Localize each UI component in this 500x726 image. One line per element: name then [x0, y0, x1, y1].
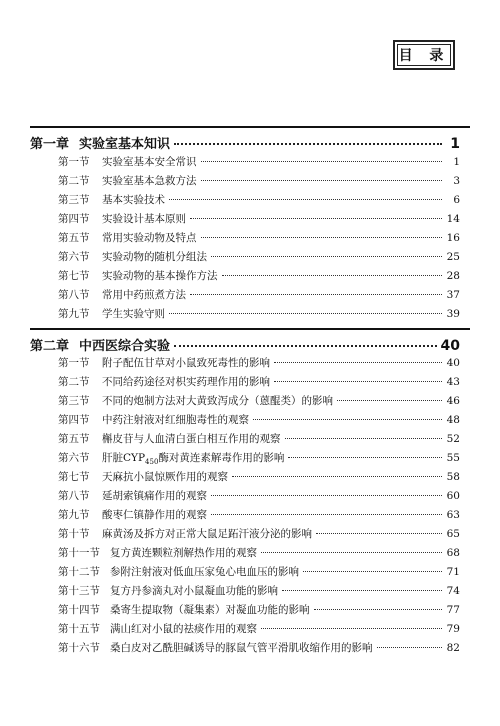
- section-number: 第三节: [58, 194, 90, 206]
- dot-leader: [288, 457, 442, 458]
- toc-entry[interactable]: [58, 412, 460, 427]
- section-title: 实验室基本急救方法: [102, 175, 197, 187]
- dot-leader: [169, 313, 442, 314]
- toc-entry[interactable]: [58, 488, 460, 503]
- toc-entry[interactable]: [58, 564, 460, 579]
- section-page: 52: [446, 433, 460, 445]
- section-title: 中药注射液对红细胞毒性的观察: [102, 414, 249, 426]
- toc-entry[interactable]: [58, 192, 460, 207]
- section-page: 58: [446, 471, 460, 483]
- section-number: 第一节: [58, 156, 90, 168]
- section-page: 25: [446, 251, 460, 263]
- section-number: 第九节: [58, 308, 90, 320]
- section-number: 第十二节: [58, 566, 100, 578]
- section-title: 不同给药途径对枳实药理作用的影响: [102, 376, 270, 388]
- section-page: 6: [453, 194, 460, 206]
- toc-entry[interactable]: [58, 355, 460, 370]
- section-page: 60: [446, 490, 460, 502]
- chapter-page: 1: [450, 136, 460, 152]
- chapter-2-heading[interactable]: [30, 335, 460, 354]
- dot-leader: [261, 552, 442, 553]
- dot-leader: [261, 628, 442, 629]
- dot-leader: [190, 218, 442, 219]
- toc-entry[interactable]: [58, 621, 460, 636]
- dot-leader: [303, 571, 442, 572]
- section-page: 55: [446, 452, 460, 464]
- dot-leader: [201, 237, 443, 238]
- section-title: 复方丹参滴丸对小鼠凝血功能的影响: [110, 585, 278, 597]
- section-title: 天麻抗小鼠惊厥作用的观察: [102, 471, 228, 483]
- dot-leader: [253, 419, 442, 420]
- section-page: 79: [446, 623, 460, 635]
- toc-title-box: [393, 40, 455, 70]
- section-number: 第二节: [58, 376, 90, 388]
- section-number: 第十三节: [58, 585, 100, 597]
- dot-leader: [222, 275, 443, 276]
- dot-leader: [201, 180, 443, 181]
- dot-leader: [232, 476, 442, 477]
- toc-entry[interactable]: [58, 526, 460, 541]
- section-page: 48: [446, 414, 460, 426]
- section-number: 第二节: [58, 175, 90, 187]
- section-page: 82: [446, 642, 460, 654]
- section-number: 第八节: [58, 490, 90, 502]
- section-number: 第五节: [58, 433, 90, 445]
- section-page: 43: [446, 376, 460, 388]
- section-number: 第七节: [58, 270, 90, 282]
- toc-entry[interactable]: [58, 507, 460, 522]
- toc-entry[interactable]: [58, 287, 460, 302]
- section-title: 复方黄连颗粒剂解热作用的观察: [110, 547, 257, 559]
- toc-entry[interactable]: [58, 431, 460, 446]
- section-title: 麻黄汤及拆方对正常大鼠足跖汗液分泌的影响: [102, 528, 312, 540]
- section-page: 37: [446, 289, 460, 301]
- chapter-title: 实验室基本知识: [79, 137, 171, 152]
- dot-leader: [285, 438, 443, 439]
- dot-leader: [201, 161, 443, 162]
- section-title: 常用中药煎煮方法: [102, 289, 186, 301]
- dot-leader: [337, 400, 442, 401]
- section-title: 不同的炮制方法对大黄致泻成分（蒽醌类）的影响: [102, 395, 333, 407]
- section-page: 16: [446, 232, 460, 244]
- chapter-number: 第二章: [30, 339, 70, 354]
- section-title: 参附注射液对低血压家兔心电血压的影响: [110, 566, 299, 578]
- toc-entry[interactable]: [58, 268, 460, 283]
- section-page: 77: [446, 604, 460, 616]
- dot-leader: [211, 514, 442, 515]
- section-title: 实验动物的随机分组法: [102, 251, 207, 263]
- section-page: 63: [446, 509, 460, 521]
- section-title: 实验动物的基本操作方法: [102, 270, 218, 282]
- section-number: 第十四节: [58, 604, 100, 616]
- section-title: 桑白皮对乙酰胆碱诱导的豚鼠气管平滑肌收缩作用的影响: [110, 642, 373, 654]
- chapter-title: 中西医综合实验: [79, 339, 171, 354]
- section-number: 第十节: [58, 528, 90, 540]
- dot-leader: [190, 294, 442, 295]
- section-page: 46: [446, 395, 460, 407]
- section-number: 第六节: [58, 452, 90, 464]
- section-title-prefix: 肝脏CYP: [102, 452, 146, 464]
- section-number: 第四节: [58, 213, 90, 225]
- section-number: 第八节: [58, 289, 90, 301]
- toc-entry[interactable]: [58, 249, 460, 264]
- section-number: 第七节: [58, 471, 90, 483]
- chapter-number: 第一章: [30, 137, 70, 152]
- section-title: 附子配伍甘草对小鼠致死毒性的影响: [102, 357, 270, 369]
- section-title: 桑寄生提取物（凝集素）对凝血功能的影响: [110, 604, 310, 616]
- section-page: 71: [446, 566, 460, 578]
- section-number: 第九节: [58, 509, 90, 521]
- section-number: 第十一节: [58, 547, 100, 559]
- section-page: 39: [446, 308, 460, 320]
- toc-title: 目 录: [397, 44, 451, 66]
- section-title-subscript: 450: [145, 458, 159, 467]
- toc-entry[interactable]: [58, 450, 460, 466]
- section-page: 1: [453, 156, 460, 168]
- dot-leader: [282, 590, 442, 591]
- section-title: 槲皮苷与人血清白蛋白相互作用的观察: [102, 433, 281, 445]
- chapter-1-heading[interactable]: [30, 133, 460, 152]
- section-title-suffix: 酶对黄连素解毒作用的影响: [158, 452, 285, 464]
- chapter-1-rule: [30, 126, 470, 128]
- chapter-page: 40: [440, 338, 460, 354]
- toc-entry[interactable]: [58, 306, 460, 321]
- section-number: 第四节: [58, 414, 90, 426]
- section-number: 第六节: [58, 251, 90, 263]
- dot-leader: [274, 381, 442, 382]
- dot-leader: [316, 533, 442, 534]
- toc-entry[interactable]: [58, 393, 460, 408]
- toc-entry[interactable]: [58, 640, 460, 655]
- dot-leader: [274, 362, 442, 363]
- section-title: 常用实验动物及特点: [102, 232, 197, 244]
- toc-entry[interactable]: [58, 154, 460, 169]
- section-title: 酸枣仁镇静作用的观察: [102, 509, 207, 521]
- toc-entry[interactable]: [58, 374, 460, 389]
- section-title: 学生实验守则: [102, 308, 165, 320]
- dot-leader: [174, 143, 442, 145]
- dot-leader: [169, 199, 442, 200]
- section-title: 实验室基本安全常识: [102, 156, 197, 168]
- toc-entry[interactable]: [58, 545, 460, 560]
- dot-leader: [377, 647, 443, 648]
- section-title: 基本实验技术: [102, 194, 165, 206]
- section-number: 第十六节: [58, 642, 100, 654]
- section-number: 第一节: [58, 357, 90, 369]
- section-page: 3: [453, 175, 460, 187]
- section-page: 14: [446, 213, 460, 225]
- section-title: 实验设计基本原则: [102, 213, 186, 225]
- section-number: 第三节: [58, 395, 90, 407]
- section-page: 68: [446, 547, 460, 559]
- dot-leader: [314, 609, 443, 610]
- toc-entry[interactable]: [58, 583, 460, 598]
- section-page: 40: [446, 357, 460, 369]
- section-page: 65: [446, 528, 460, 540]
- section-number: 第五节: [58, 232, 90, 244]
- toc-entry[interactable]: [58, 230, 460, 245]
- chapter-2-rule: [30, 328, 470, 330]
- toc-entry[interactable]: [58, 469, 460, 484]
- dot-leader: [174, 345, 436, 347]
- dot-leader: [211, 256, 442, 257]
- section-page: 28: [446, 270, 460, 282]
- section-page: 74: [446, 585, 460, 597]
- dot-leader: [211, 495, 442, 496]
- toc-entry[interactable]: [58, 211, 460, 226]
- section-title: 延胡索镇痛作用的观察: [102, 490, 207, 502]
- section-number: 第十五节: [58, 623, 100, 635]
- section-title: 满山红对小鼠的祛痰作用的观察: [110, 623, 257, 635]
- toc-entry[interactable]: [58, 602, 460, 617]
- toc-entry[interactable]: [58, 173, 460, 188]
